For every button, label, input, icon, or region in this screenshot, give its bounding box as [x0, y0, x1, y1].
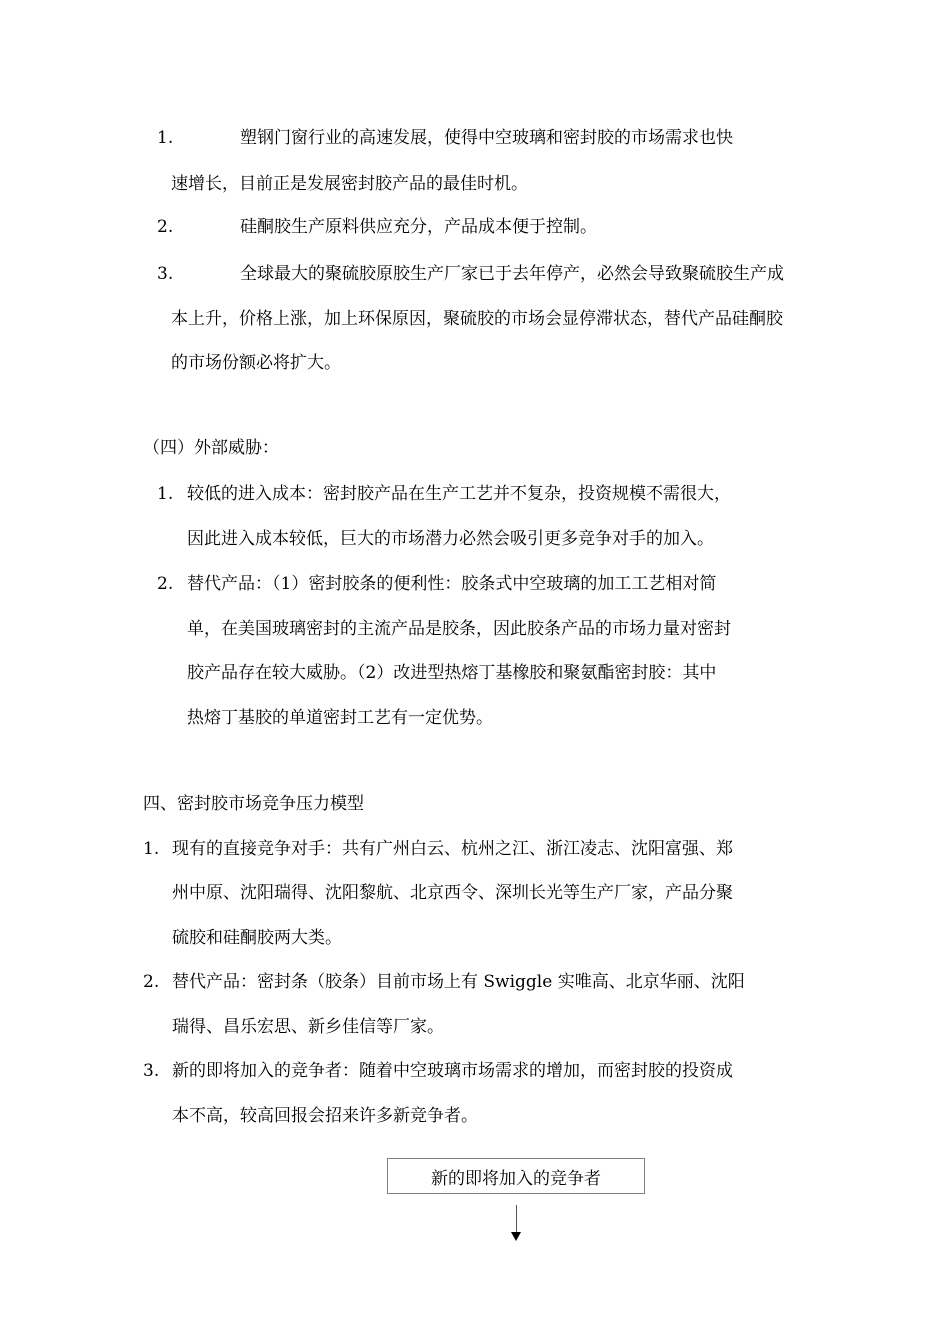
arrow-down-icon — [511, 1232, 521, 1241]
diagram-box-label: 新的即将加入的竞争者 — [431, 1168, 601, 1189]
list-number: 3. — [157, 264, 174, 284]
list-number: 1. — [143, 839, 160, 859]
section-heading: 四、密封胶市场竞争压力模型 — [143, 794, 364, 814]
list-text: 热熔丁基胶的单道密封工艺有一定优势。 — [187, 708, 493, 728]
list-text: 替代产品：（1）密封胶条的便利性：胶条式中空玻璃的加工工艺相对简 — [187, 574, 717, 594]
list-text: 新的即将加入的竞争者：随着中空玻璃市场需求的增加，而密封胶的投资成 — [172, 1061, 733, 1081]
list-text: 本上升，价格上涨，加上环保原因，聚硫胶的市场会显停滞状态，替代产品硅酮胶 — [171, 309, 783, 329]
list-text: 瑞得、昌乐宏思、新乡佳信等厂家。 — [172, 1017, 444, 1037]
list-text: 的市场份额必将扩大。 — [171, 353, 341, 373]
list-text: 州中原、沈阳瑞得、沈阳黎航、北京西令、深圳长光等生产厂家，产品分聚 — [172, 883, 733, 903]
diagram-connector — [516, 1205, 517, 1232]
list-text: 因此进入成本较低，巨大的市场潜力必然会吸引更多竞争对手的加入。 — [187, 529, 714, 549]
section-heading: （四）外部威胁： — [143, 438, 279, 458]
list-text: 单，在美国玻璃密封的主流产品是胶条，因此胶条产品的市场力量对密封 — [187, 619, 731, 639]
list-text: 硅酮胶生产原料供应充分，产品成本便于控制。 — [240, 217, 597, 237]
list-text: 现有的直接竞争对手：共有广州白云、杭州之江、浙江凌志、沈阳富强、郑 — [172, 839, 733, 859]
list-number: 2. — [157, 217, 174, 237]
list-text: 胶产品存在较大威胁。（2）改进型热熔丁基橡胶和聚氨酯密封胶：其中 — [187, 663, 717, 683]
list-number: 3. — [143, 1061, 160, 1081]
list-number: 2. — [143, 972, 160, 992]
list-number: 2. — [157, 574, 174, 594]
list-text: 速增长，目前正是发展密封胶产品的最佳时机。 — [171, 174, 528, 194]
list-number: 1. — [157, 128, 174, 148]
list-text: 全球最大的聚硫胶原胶生产厂家已于去年停产，必然会导致聚硫胶生产成 — [240, 264, 784, 284]
list-text: 本不高，较高回报会招来许多新竞争者。 — [172, 1106, 478, 1126]
diagram-box-new-entrants — [387, 1158, 645, 1194]
list-text: 较低的进入成本：密封胶产品在生产工艺并不复杂，投资规模不需很大， — [187, 484, 731, 504]
list-number: 1. — [157, 484, 174, 504]
list-text: 塑钢门窗行业的高速发展，使得中空玻璃和密封胶的市场需求也快 — [240, 128, 733, 148]
list-text: 替代产品：密封条（胶条）目前市场上有 Swiggle 实唯高、北京华丽、沈阳 — [172, 972, 745, 992]
list-text: 硫胶和硅酮胶两大类。 — [172, 928, 342, 948]
